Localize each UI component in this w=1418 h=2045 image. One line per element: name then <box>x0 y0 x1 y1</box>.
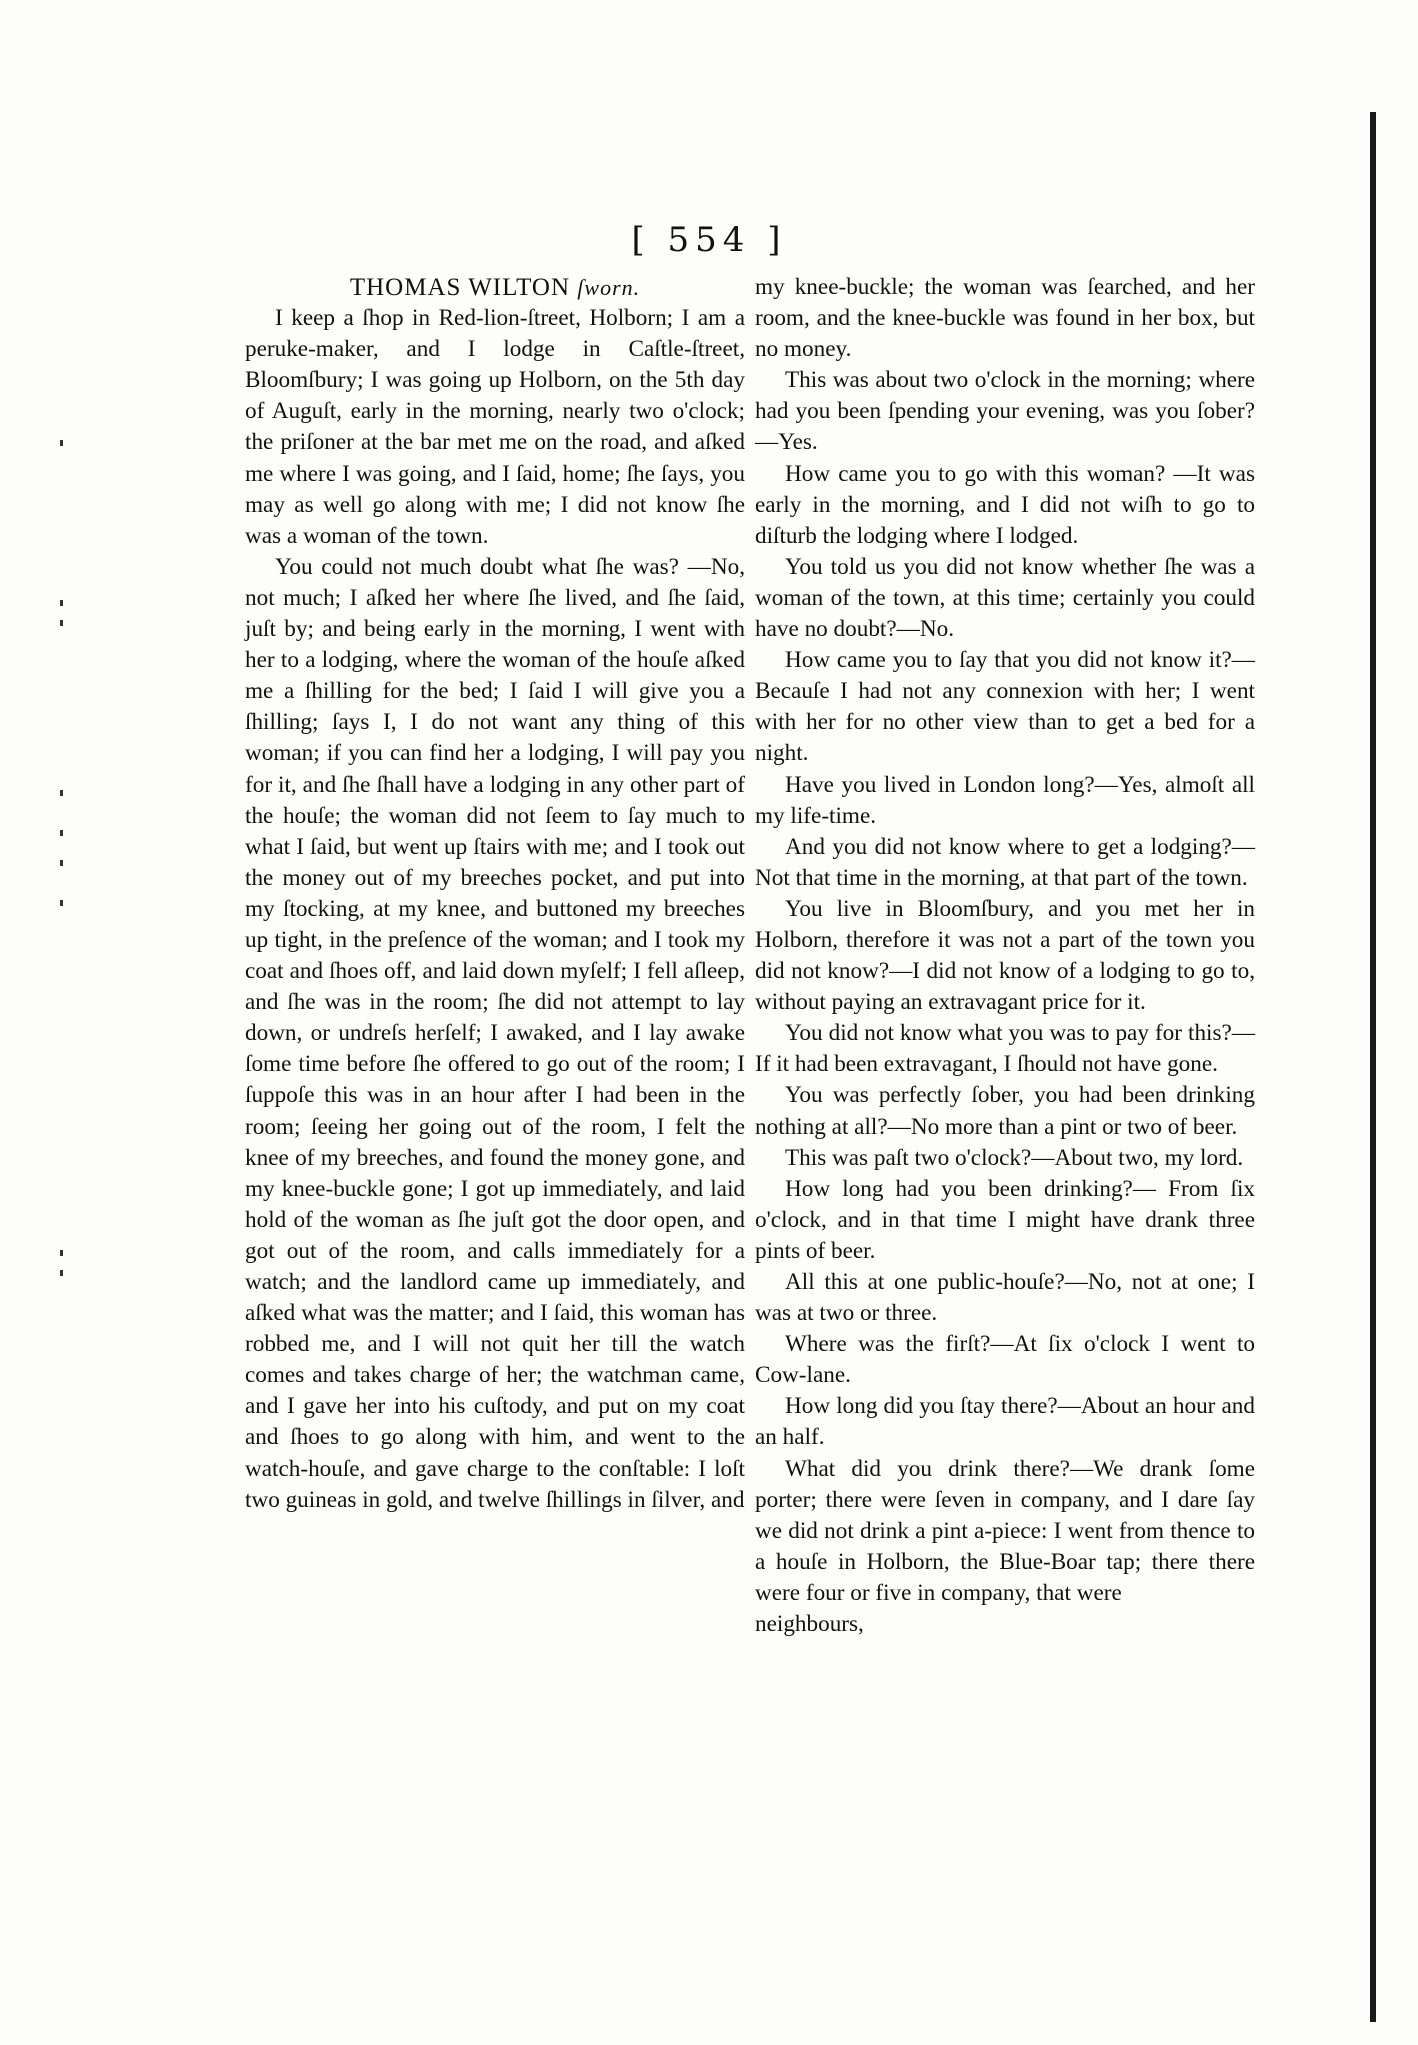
catchword: neighbours, <box>755 1611 864 1638</box>
paragraph: This was about two o'clock in the morning; where had you been ſpending your evening, was you ſober?—Yes. <box>755 367 1255 456</box>
paragraph: All this at one public-houſe?—No, not at one; I was at two or three. <box>755 1269 1255 1327</box>
margin-mark <box>60 440 63 446</box>
page-edge-rule <box>1370 112 1376 2022</box>
paragraph: This was paſt two o'clock?—About two, my lord. <box>785 1144 1244 1171</box>
paragraph: You live in Bloomſbury, and you met her in Holborn, therefore it was not a part of the town you did not know?—I did not know of a lodging to go to, without paying an extravagant price for it. <box>755 895 1255 1016</box>
margin-mark <box>60 600 63 606</box>
paragraph: How came you to ſay that you did not know it?—Becauſe I had not any connexion with her; I went with her for no other view than to get a bed for a night. <box>755 647 1255 767</box>
paragraph: You did not know what you was to pay for this?—If it had been extravagant, I ſhould not have gone. <box>755 1020 1255 1078</box>
paragraph: Have you lived in London long?—Yes, almoſt all my life-time. <box>755 771 1255 829</box>
paragraph: You could not much doubt what ſhe was? —No, not much; I aſked her where ſhe lived, and ſhe ſaid, juſt by; and being early in the morning, I went with her to a lodging, where the woman of the houſe aſked me a ſhilling for the bed; I ſaid I will give you a ſhilling; ſays I, I do not want any thing of this woman; if you can find her a lodging, I will pay you for it, and ſhe ſhall have a lodging in any other part of the houſe; the woman did not ſeem to ſay much to what I ſaid, but went up ſtairs with me; and I took out the money out of my breeches pocket, and put into my ſtocking, at my knee, and buttoned my breeches up tight, in the preſence of the woman; and I took my coat and ſhoes off, and laid down myſelf; I fell aſleep, and ſhe was in the room; ſhe did not attempt to lay down, or undreſs herſelf; I awaked, and I lay awake ſome time before ſhe offered to go out of the room; I ſuppoſe this was in an hour after I had been in the room; ſeeing her going out of the room, I felt the knee of my breeches, and found the money gone, and my knee-buckle gone; I got up immediately, and laid hold of the woman as ſhe juſt got the door open, and got out of the room, and calls immediately for a watch; and the landlord came up immediately, and aſked what was the matter; and I ſaid, this woman has robbed me, and I will not quit her till the watch comes and takes charge of her; the watchman came, and I gave her into his cuſtody, and put on my coat and ſhoes to go along with him, and went to the watch-houſe, and gave charge to the conſtable: I loſt two guineas in gold, and twelve ſhillings in ſilver, and <box>245 553 745 1513</box>
paragraph: How came you to go with this woman? —It was early in the morning, and I did not wiſh to go to diſturb the lodging where I lodged. <box>755 460 1255 549</box>
margin-mark <box>60 1250 63 1256</box>
left-column <box>245 272 745 1516</box>
page-number-header: [ 554 ] <box>631 220 787 260</box>
witness-name: THOMAS WILTON <box>349 274 571 301</box>
margin-mark <box>60 620 63 626</box>
paragraph: What did you drink there?—We drank ſome porter; there were ſeven in company, and I dare ſay we did not drink a pint a-piece: I went from thence to a houſe in Holborn, the Blue-Boar tap; there there were four or five in company, that were <box>755 1455 1255 1606</box>
sworn-label: ſworn. <box>577 275 641 300</box>
paragraph: How long did you ſtay there?—About an hour and an half. <box>755 1393 1255 1451</box>
paragraph: And you did not know where to get a lodging?—Not that time in the morning, at that part of the town. <box>755 833 1255 891</box>
paragraph: How long had you been drinking?— From ſix o'clock, and in that time I might have drank three pints of beer. <box>755 1175 1255 1264</box>
margin-mark <box>60 900 63 906</box>
paragraph: Where was the firſt?—At ſix o'clock I went to Cow-lane. <box>755 1331 1255 1389</box>
right-column <box>755 272 1255 1640</box>
paragraph: You told us you did not know whether ſhe was a woman of the town, at this time; certainly you could have no doubt?—No. <box>755 553 1255 643</box>
margin-mark <box>60 790 63 796</box>
paragraph: my knee-buckle; the woman was ſearched, and her room, and the knee-buckle was found in her box, but no money. <box>755 274 1255 363</box>
paragraph: I keep a ſhop in Red-lion-ſtreet, Holborn; I am a peruke-maker, and I lodge in Caſtle-ſtreet, Bloomſbury; I was going up Holborn, on the 5th day of Auguſt, early in the morning, nearly two o'clock; the priſoner at the bar met me on the road, and aſked me where I was going, and I ſaid, home; ſhe ſays, you may as well go along with me; I did not know ſhe was a woman of the town. <box>245 305 745 549</box>
margin-mark <box>60 830 63 836</box>
paragraph: You was perfectly ſober, you had been drinking nothing at all?—No more than a pint or two of beer. <box>755 1082 1255 1140</box>
margin-mark <box>60 860 63 866</box>
witness-heading <box>245 272 745 303</box>
margin-mark <box>60 1270 63 1276</box>
